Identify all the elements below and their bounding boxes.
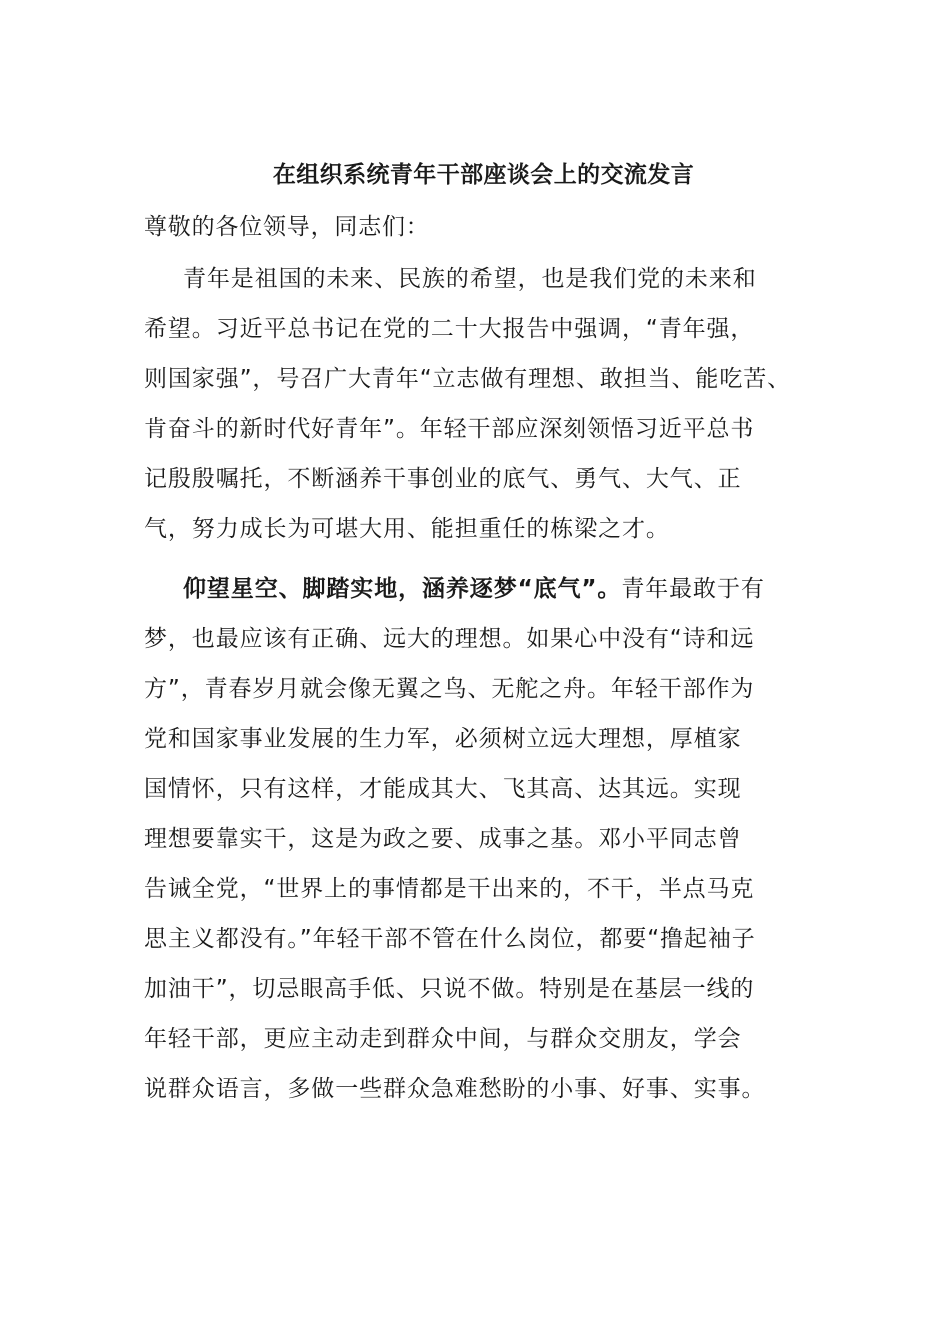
document-title: 在组织系统青年干部座谈会上的交流发言 — [272, 162, 695, 188]
paragraph-line: 理想要靠实干，这是为政之要、成事之基。邓小平同志曾 — [144, 826, 742, 852]
paragraph-line: 思主义都没有。”年轻干部不管在什么岗位，都要“撸起袖子 — [144, 926, 756, 952]
paragraph-line: 梦，也最应该有正确、远大的理想。如果心中没有“诗和远 — [144, 626, 755, 652]
paragraph-line: 加油干”，切忌眼高手低、只说不做。特别是在基层一线的 — [144, 976, 755, 1002]
paragraph-line: 说群众语言，多做一些群众急难愁盼的小事、好事、实事。 — [144, 1076, 766, 1102]
section-heading: 仰望星空、脚踏实地，涵养逐梦“底气”。 — [183, 576, 622, 602]
paragraph-line: 方”，青春岁月就会像无翼之鸟、无舵之舟。年轻干部作为 — [144, 676, 755, 702]
paragraph-spacer — [144, 554, 809, 564]
paragraph-line: 则国家强”，号召广大青年“立志做有理想、敢担当、能吃苦、 — [144, 366, 792, 392]
paragraph-line: 党和国家事业发展的生力军，必须树立远大理想，厚植家 — [144, 726, 742, 752]
paragraph-line: 肯奋斗的新时代好青年”。年轻干部应深刻领悟习近平总书 — [144, 416, 755, 442]
paragraph-line: 青年是祖国的未来、民族的希望，也是我们党的未来和 — [183, 266, 757, 292]
paragraph-line: 国情怀，只有这样，才能成其大、飞其高、达其远。实现 — [144, 776, 742, 802]
paragraph-dream — [144, 564, 809, 1114]
paragraph-first-line — [144, 564, 809, 614]
paragraph-line: 气，努力成长为可堪大用、能担重任的栋梁之才。 — [144, 516, 670, 542]
paragraph-line-rest: 青年最敢于有 — [621, 576, 765, 602]
document-body — [144, 150, 809, 1114]
paragraph-line: 告诫全党，“世界上的事情都是干出来的，不干，半点马克 — [144, 876, 755, 902]
salutation: 尊敬的各位领导，同志们： — [144, 214, 430, 240]
paragraph-line: 希望。习近平总书记在党的二十大报告中强调，“青年强， — [144, 316, 755, 342]
paragraph-line: 年轻干部，更应主动走到群众中间，与群众交朋友，学会 — [144, 1026, 742, 1052]
paragraph-line: 记殷殷嘱托，不断涵养干事创业的底气、勇气、大气、正 — [144, 466, 742, 492]
paragraph-intro — [144, 254, 809, 554]
